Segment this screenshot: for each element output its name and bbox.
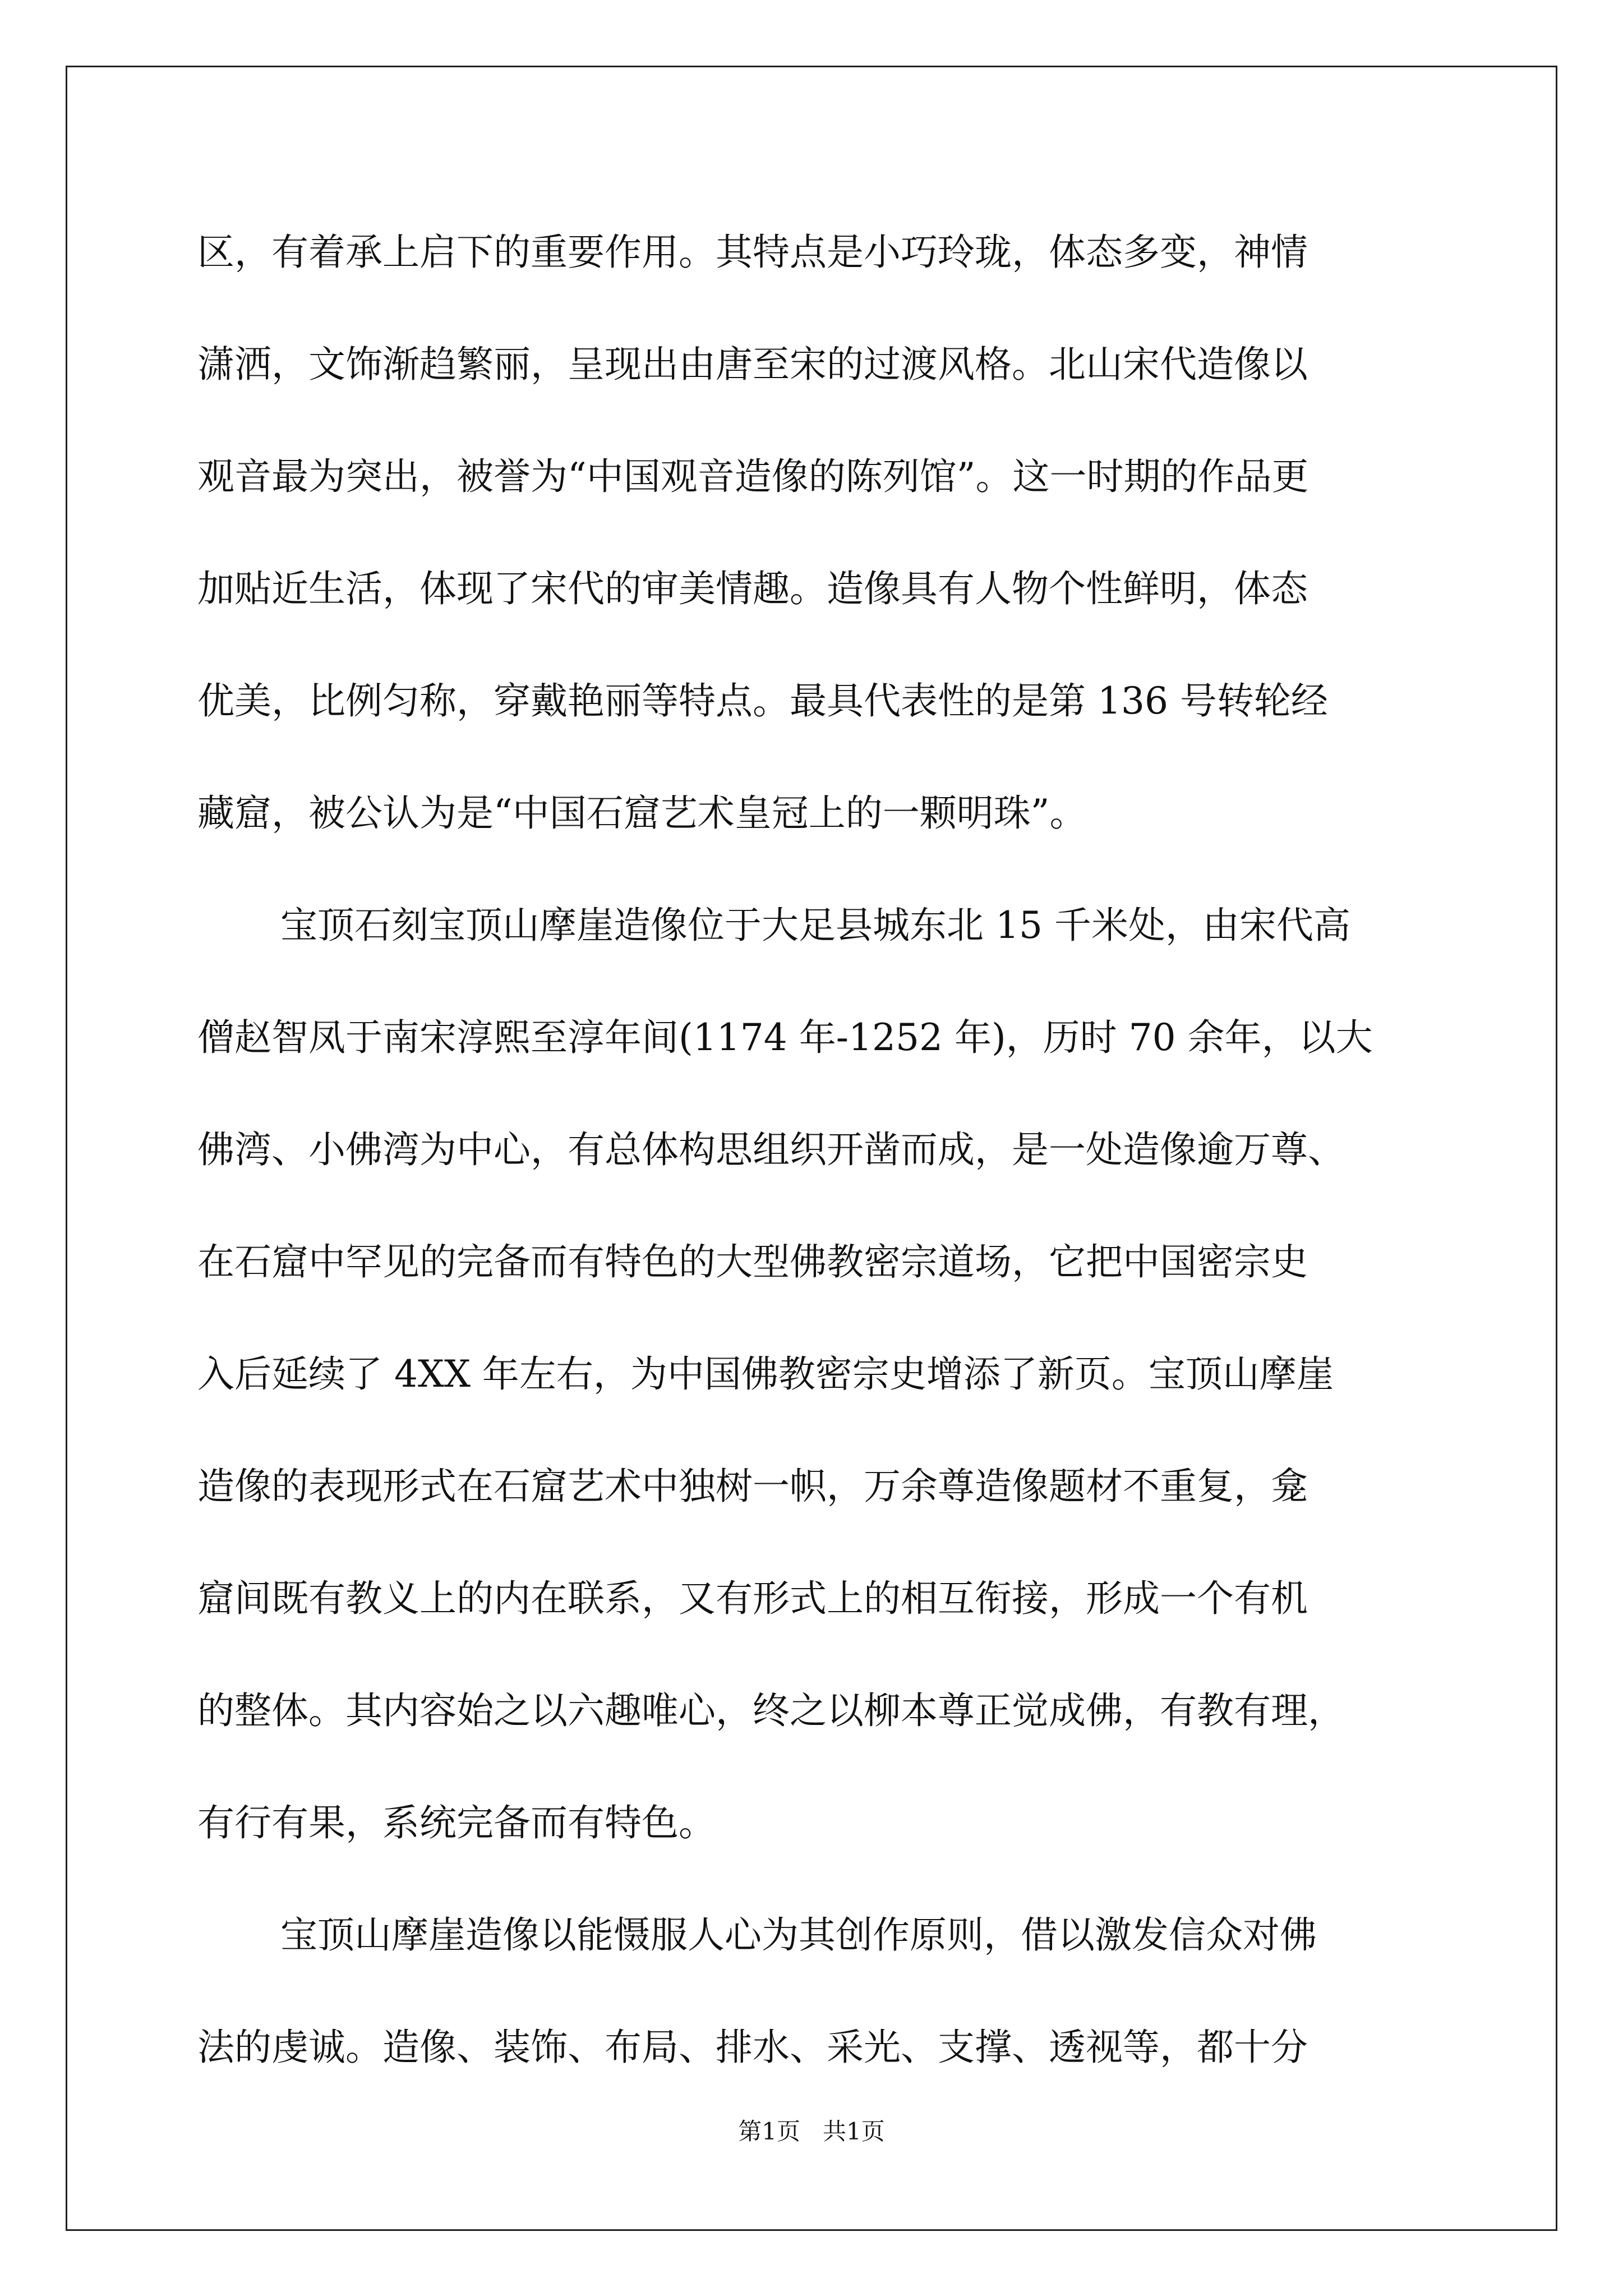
text-line: 僧赵智凤于南宋淳熙至淳年间(1174 年-1252 年)，历时 70 余年，以大	[197, 1016, 1373, 1059]
text-line: 在石窟中罕见的完备而有特色的大型佛教密宗道场，它把中国密宗史	[197, 1240, 1308, 1283]
text-line: 宝顶山摩崖造像以能慑服人心为其创作原则，借以激发信众对佛	[280, 1913, 1317, 1957]
text-line: 入后延续了 4XX 年左右，为中国佛教密宗史增添了新页。宝顶山摩崖	[197, 1352, 1334, 1396]
text-line: 藏窟，被公认为是“中国石窟艺术皇冠上的一颗明珠”。	[197, 792, 1087, 835]
text-line: 加贴近生活，体现了宋代的审美情趣。造像具有人物个性鲜明，体态	[197, 567, 1308, 610]
text-line: 窟间既有教义上的内在联系，又有形式上的相互衔接，形成一个有机	[197, 1577, 1308, 1620]
text-line: 潇洒，文饰渐趋繁丽，呈现出由唐至宋的过渡风格。北山宋代造像以	[197, 343, 1308, 386]
text-line: 佛湾、小佛湾为中心，有总体构思组织开凿而成，是一处造像逾万尊、	[197, 1128, 1345, 1171]
text-line: 有行有果，系统完备而有特色。	[197, 1801, 716, 1844]
text-line: 的整体。其内容始之以六趣唯心，终之以柳本尊正觉成佛，有教有理，	[197, 1689, 1345, 1732]
text-line: 优美，比例匀称，穿戴艳丽等特点。最具代表性的是第 136 号转轮经	[197, 679, 1328, 723]
text-line: 区，有着承上启下的重要作用。其特点是小巧玲珑，体态多变，神情	[197, 231, 1308, 274]
text-line: 法的虔诚。造像、装饰、布局、排水、采光、支撑、透视等，都十分	[197, 2026, 1308, 2069]
text-line: 造像的表现形式在石窟艺术中独树一帜，万余尊造像题材不重复，龛	[197, 1465, 1308, 1508]
page-footer: 第1页 共1页	[738, 2118, 885, 2145]
text-line: 宝顶石刻宝顶山摩崖造像位于大足县城东北 15 千米处，由宋代高	[280, 904, 1350, 947]
text-line: 观音最为突出，被誉为“中国观音造像的陈列馆”。这一时期的作品更	[197, 455, 1309, 498]
